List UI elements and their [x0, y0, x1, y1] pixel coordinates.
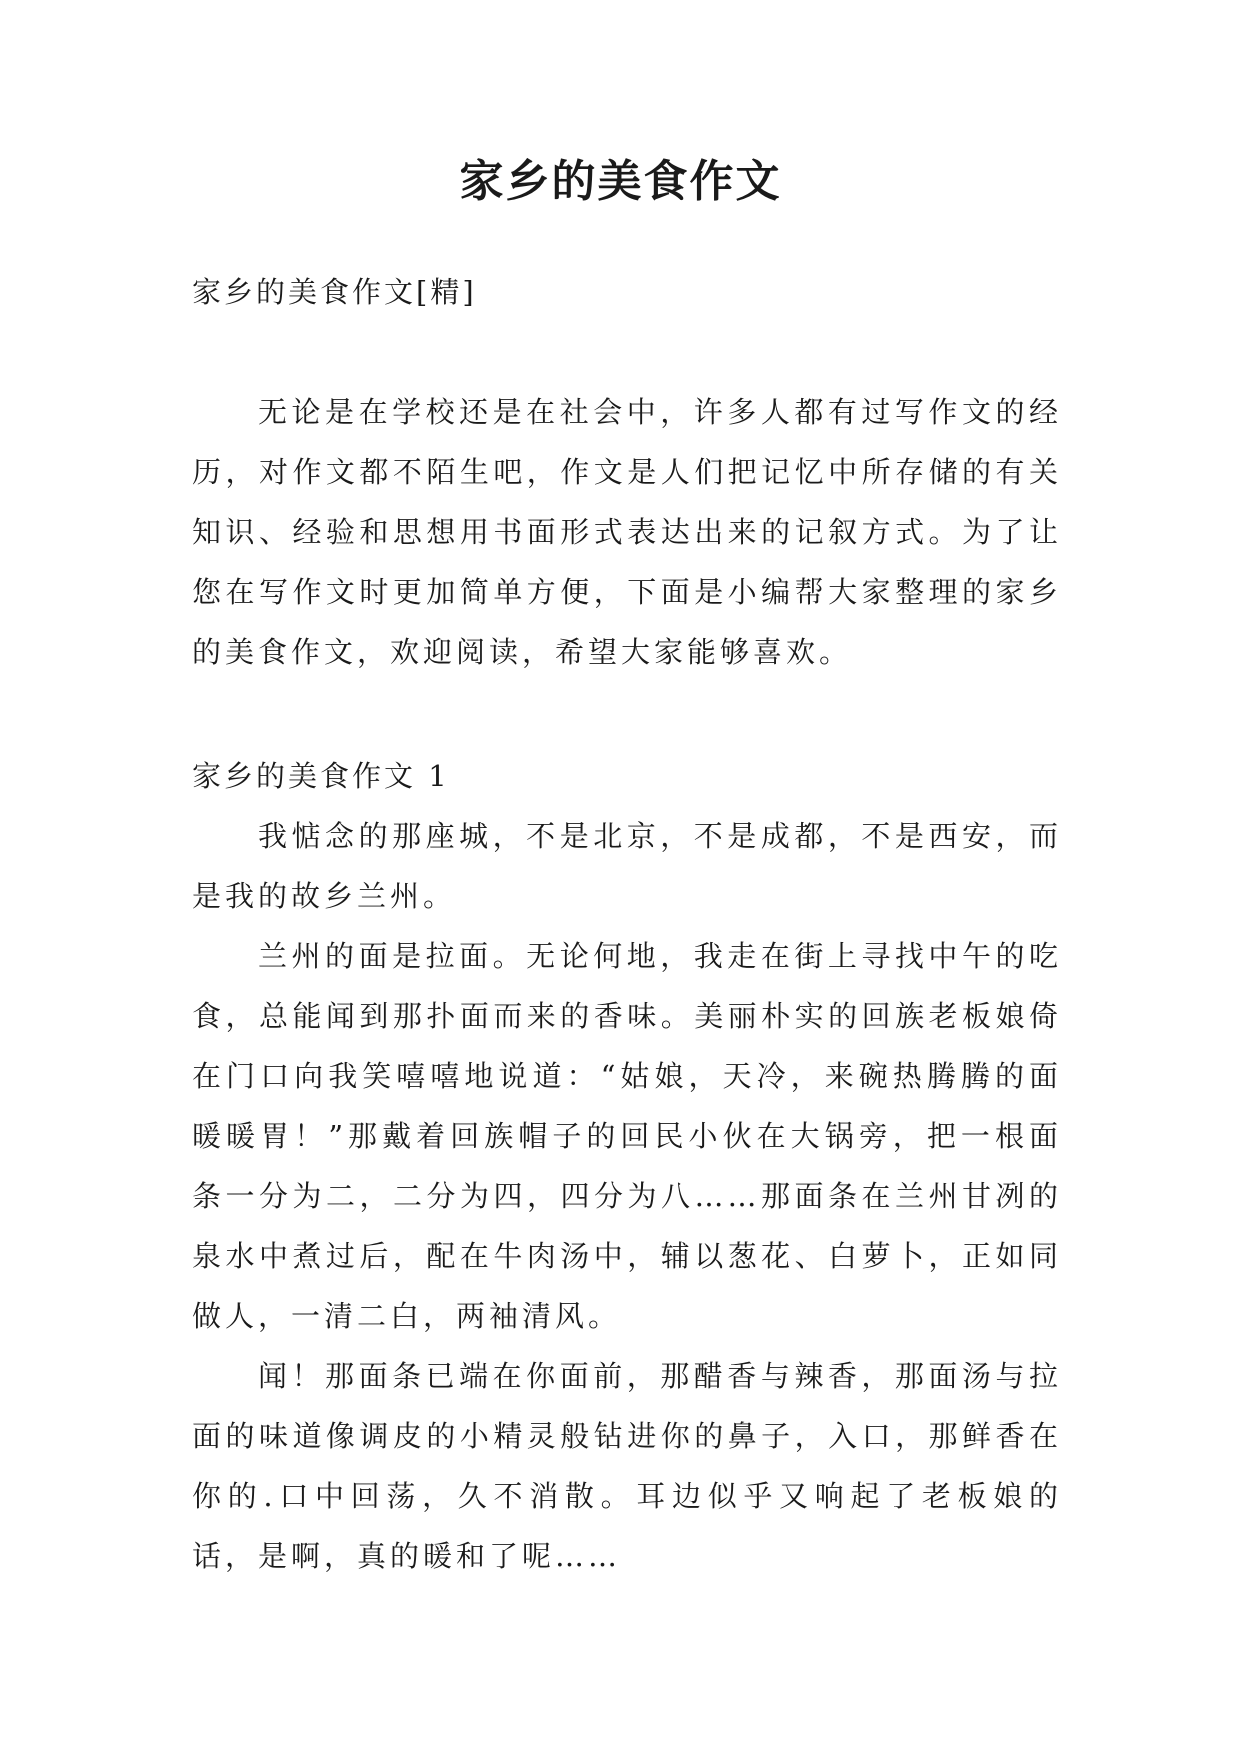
- body-paragraph-1: 我惦念的那座城，不是北京，不是成都，不是西安，而是我的故乡兰州。: [192, 819, 1062, 913]
- document-title: 家乡的美食作文: [459, 156, 782, 207]
- body-paragraph-3: 闻！那面条已端在你面前，那醋香与辣香，那面汤与拉面的味道像调皮的小精灵般钻进你的鼻子，入口，那鲜香在你的.口中回荡，久不消散。耳边似乎又响起了老板娘的话，是啊，真的暖和了呢……: [192, 1359, 1062, 1573]
- spacer: [192, 322, 1062, 382]
- section-heading: 家乡的美食作文 1: [192, 759, 450, 793]
- intro-paragraph: 无论是在学校还是在社会中，许多人都有过写作文的经历，对作文都不陌生吧，作文是人们把记忆中所存储的有关知识、经验和思想用书面形式表达出来的记叙方式。为了让您在写作文时更加简单方便，下面是小编帮大家整理的家乡的美食作文，欢迎阅读，希望大家能够喜欢。: [192, 395, 1062, 669]
- document-body: [192, 262, 1062, 1586]
- body-paragraph-2: 兰州的面是拉面。无论何地，我走在街上寻找中午的吃食，总能闻到那扑面而来的香味。美丽朴实的回族老板娘倚在门口向我笑嘻嘻地说道：“姑娘，天冷，来碗热腾腾的面暖暖胃！”那戴着回族帽子的回民小伙在大锅旁，把一根面条一分为二，二分为四，四分为八……那面条在兰州甘冽的泉水中煮过后，配在牛肉汤中，辅以葱花、白萝卜，正如同做人，一清二白，两袖清风。: [192, 939, 1062, 1333]
- spacer: [192, 682, 1062, 746]
- document-subtitle: 家乡的美食作文[精]: [192, 275, 477, 309]
